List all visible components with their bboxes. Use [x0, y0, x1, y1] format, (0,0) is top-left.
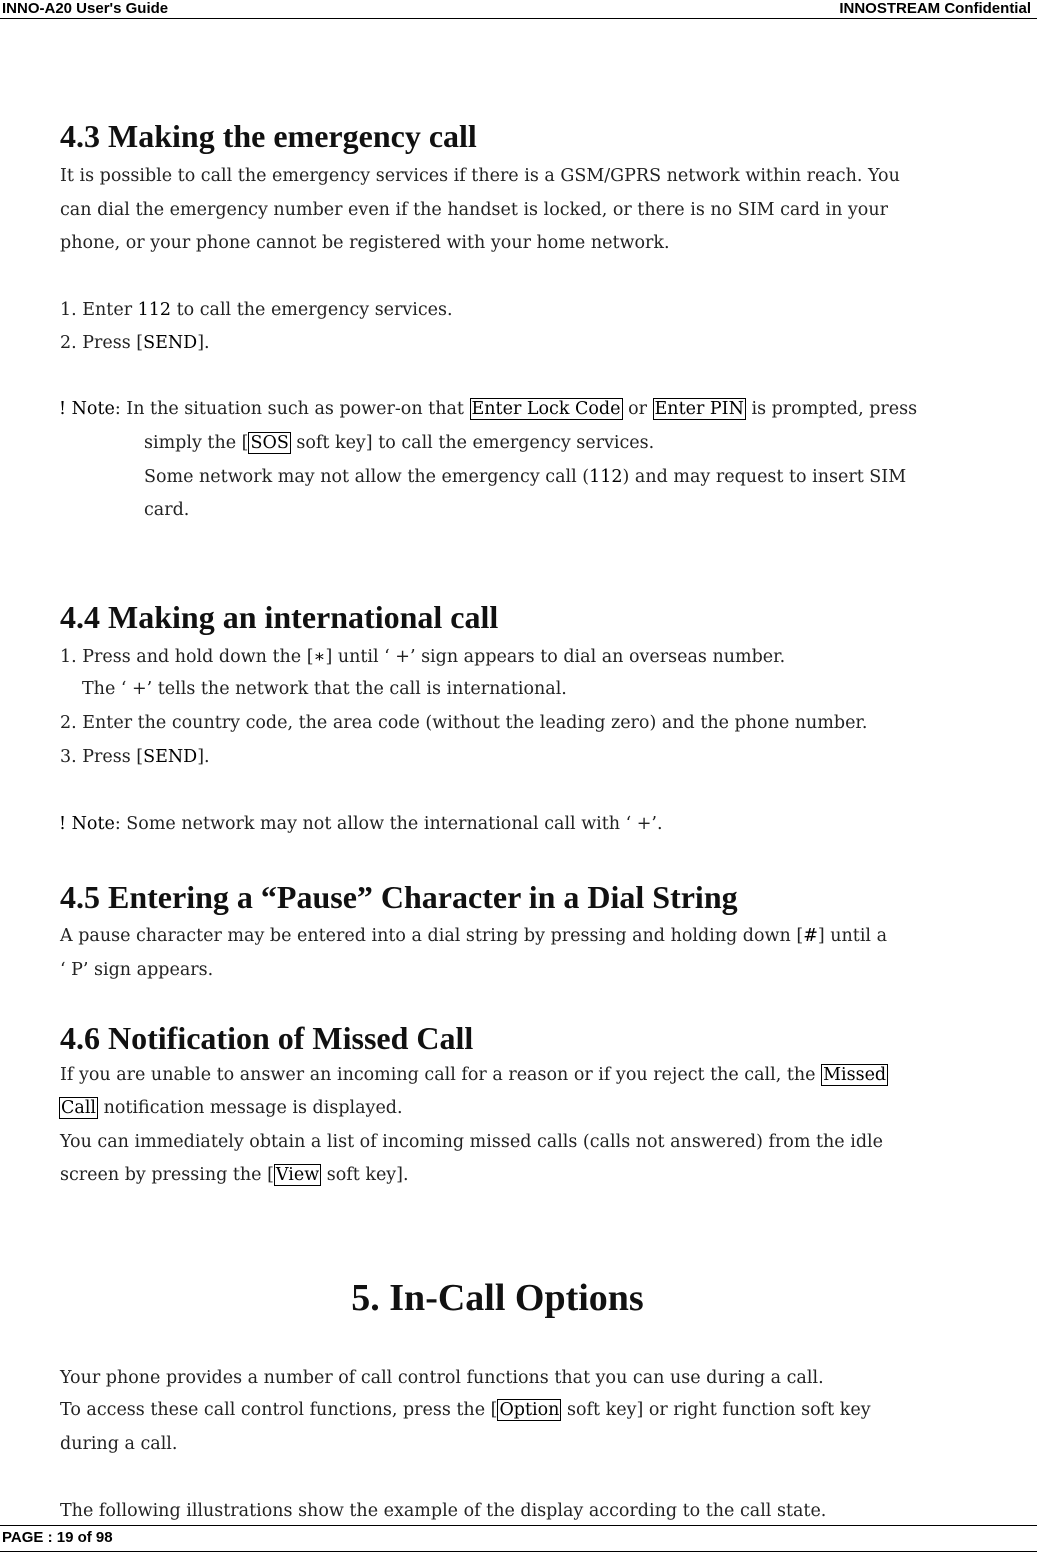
text: If you are unable to answer an incoming call for a reason or if you reject the call, the	[60, 1065, 822, 1085]
text: To access these call control functions, press the [	[60, 1400, 498, 1420]
send-key: SEND	[143, 333, 198, 353]
text: ] until ‘ +’ sign appears to dial an overseas number.	[325, 647, 786, 667]
s5-line-1: Your phone provides a number of call control functions that you can use during a call.	[60, 1368, 824, 1388]
missed-box: Missed	[823, 1065, 887, 1085]
text: 2. Press [	[60, 333, 144, 353]
emergency-number: 112	[137, 300, 172, 320]
call-box: Call	[61, 1098, 97, 1118]
text: ].	[197, 333, 210, 353]
s45-line-1	[60, 925, 887, 947]
text: or	[622, 399, 653, 419]
s43-note-line-4: card.	[144, 500, 190, 520]
text: 1. Press and hold down the [	[60, 647, 314, 667]
header-left: INNO-A20 User's Guide	[2, 0, 169, 17]
option-key-box: Option	[499, 1400, 560, 1420]
note-label: ! Note	[59, 399, 115, 419]
section-4-4-title: 4.4 Making an international call	[60, 599, 499, 635]
text: soft key] to call the emergency services.	[290, 433, 655, 453]
text: : Some network may not allow the international call with ‘ +’.	[114, 814, 663, 834]
s44-line-1	[60, 646, 785, 668]
hash-key: #	[803, 926, 818, 946]
header-right: INNOSTREAM Confidential	[839, 0, 1031, 17]
view-key-box: View	[275, 1165, 320, 1185]
text: 1. Enter	[60, 300, 138, 320]
sos-key-box: SOS	[250, 433, 289, 453]
page-footer	[0, 1525, 1037, 1552]
s44-line-2: The ‘ +’ tells the network that the call is international.	[82, 679, 567, 699]
s43-note-line-2	[60, 432, 654, 454]
text: 3. Press [	[60, 747, 144, 767]
text: screen by pressing the [	[60, 1165, 274, 1185]
s44-note	[59, 813, 663, 835]
note-label: ! Note	[59, 814, 115, 834]
s44-line-3: 2. Enter the country code, the area code (without the leading zero) and the phone number.	[60, 713, 868, 733]
s43-note-line-3	[60, 466, 906, 488]
text: is prompted, press	[745, 399, 918, 419]
page-number: PAGE : 19 of 98	[2, 1529, 113, 1546]
enter-pin-box: Enter PIN	[654, 399, 744, 419]
s46-line-2	[59, 1097, 403, 1119]
s5-line-3: during a call.	[60, 1434, 178, 1454]
s43-para-line-3: phone, or your phone cannot be registered with your home network.	[60, 233, 670, 253]
s43-note-line-1	[59, 398, 917, 420]
text: ] until a	[817, 926, 888, 946]
s43-para-line-2: can dial the emergency number even if the handset is locked, or there is no SIM card in your	[60, 200, 888, 220]
text: Some network may not allow the emergency call (	[144, 467, 590, 487]
s45-line-2: ‘ P’ sign appears.	[60, 960, 214, 980]
s43-step-1	[60, 299, 453, 321]
text: to call the emergency services.	[171, 300, 453, 320]
text: simply the [	[144, 433, 249, 453]
s44-line-4	[60, 746, 210, 768]
text: soft key] or right function soft key	[561, 1400, 871, 1420]
s43-step-2	[60, 332, 210, 354]
section-4-5-title: 4.5 Entering a “Pause” Character in a Dial String	[60, 879, 738, 915]
text: soft key].	[321, 1165, 409, 1185]
s43-para-line-1: It is possible to call the emergency services if there is a GSM/GPRS network within reach. You	[60, 166, 900, 186]
emergency-number: 112	[589, 467, 623, 487]
s46-line-4	[60, 1164, 409, 1186]
text: ) and may request to insert SIM	[622, 467, 907, 487]
s5-line-2	[60, 1399, 871, 1421]
text: notification message is displayed.	[98, 1098, 403, 1118]
chapter-5-title: 5. In-Call Options	[351, 1277, 644, 1319]
section-4-6-title: 4.6 Notification of Missed Call	[60, 1020, 474, 1056]
section-4-3-title: 4.3 Making the emergency call	[60, 118, 477, 154]
s46-line-3: You can immediately obtain a list of incoming missed calls (calls not answered) from the idle	[60, 1132, 883, 1152]
text: A pause character may be entered into a dial string by pressing and holding down [	[60, 926, 804, 946]
page-header	[0, 0, 1037, 19]
text: : In the situation such as power-on that	[114, 399, 470, 419]
star-key: ∗	[313, 647, 326, 667]
enter-lock-code-box: Enter Lock Code	[471, 399, 621, 419]
text: ].	[197, 747, 210, 767]
send-key: SEND	[143, 747, 198, 767]
s5-line-4: The following illustrations show the example of the display according to the call state.	[60, 1501, 827, 1521]
s46-line-1	[60, 1064, 888, 1086]
